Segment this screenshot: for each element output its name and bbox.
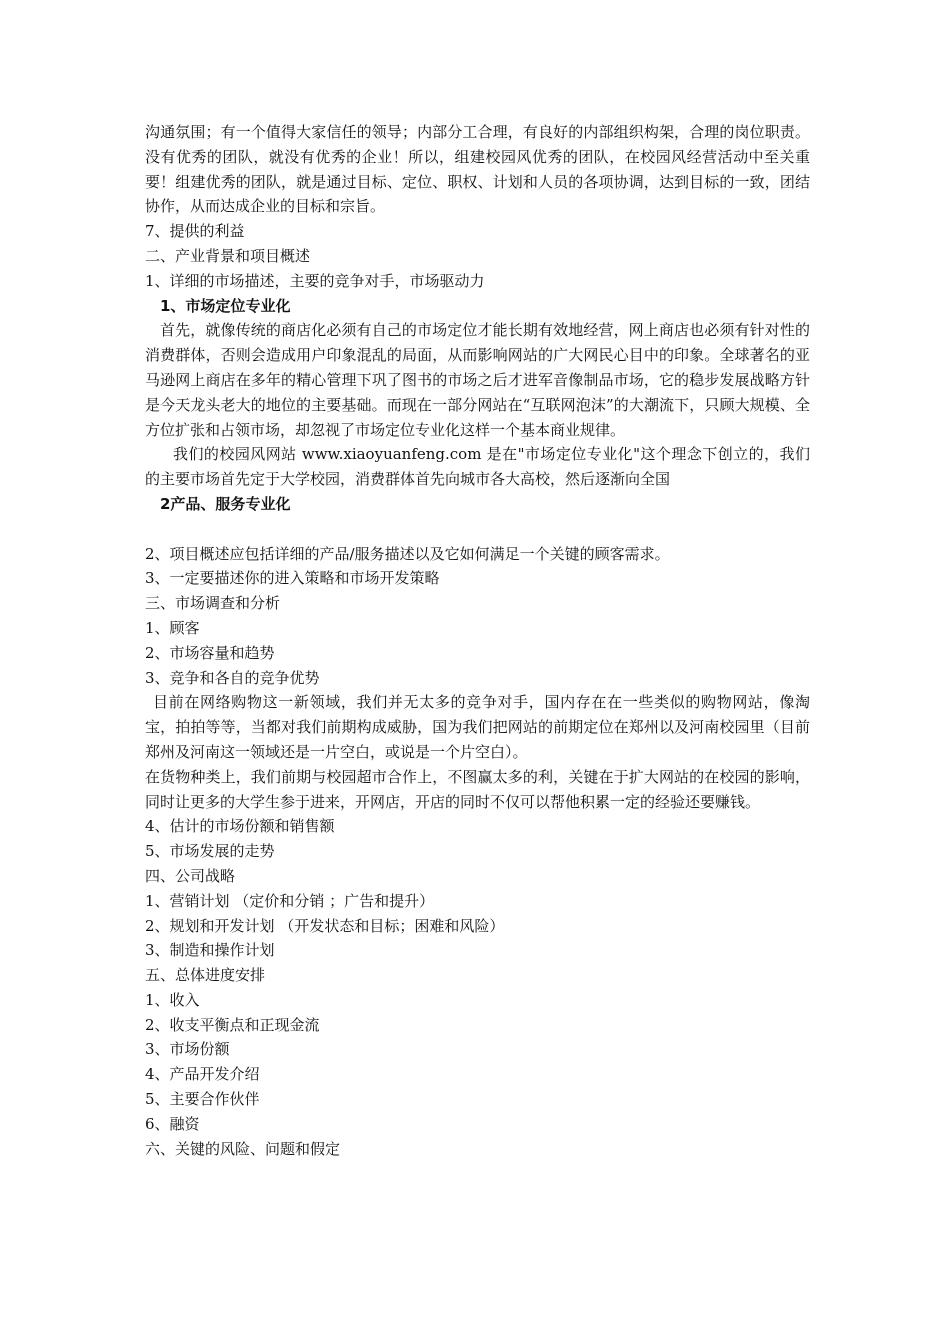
list-item-income: 1、收入 (145, 990, 200, 1009)
list-item-development-plan: 2、规划和开发计划 （开发状态和目标；困难和风险） (145, 916, 505, 935)
list-item-market-description: 1、详细的市场描述，主要的竞争对手，市场驱动力 (145, 271, 485, 290)
paragraph-goods-types: 在货物种类上，我们前期与校园超市合作上，不图赢太多的利，关键在于扩大网站的在校园的影响，同时让更多的大学生参于进来，开网店，开店的同时不仅可以帮他积累一定的经验还要赚钱。 (145, 767, 810, 811)
list-item-market-trend: 5、市场发展的走势 (145, 842, 275, 861)
list-item-market-share: 3、市场份额 (145, 1040, 230, 1059)
section-heading-industry-background: 二、产业背景和项目概述 (145, 246, 311, 265)
list-item-customers: 1、顾客 (145, 618, 200, 637)
list-item-entry-strategy: 3、一定要描述你的进入策略和市场开发策略 (145, 569, 440, 588)
list-item-marketing-plan: 1、营销计划 （定价和分销 ；广告和提升） (145, 891, 435, 910)
paragraph-competitors: 目前在网络购物这一新领域，我们并无太多的竞争对手，国内存在在一些类似的购物网站，像淘宝，拍拍等等，当都对我们前期构成威胁，国为我们把网站的前期定位在郑州以及河南校园里（目前郑州及河南这一领域还是一片空白，或说是一个片空白）。 (145, 693, 810, 761)
list-item-financing: 6、融资 (145, 1114, 200, 1133)
paragraph-website-positioning: 我们的校园风网站 www.xiaoyuanfeng.com 是在"市场定位专业化"这个理念下创立的，我们的主要市场首先定于大学校园，消费群体首先向城市各大高校，然后逐渐向全国 (145, 445, 810, 489)
paragraph-team: 沟通氛围；有一个值得大家信任的领导；内部分工合理，有良好的内部组织构架，合理的岗位职责。没有优秀的团队，就没有优秀的企业！所以，组建校园风优秀的团队，在校园风经营活动中至关重要！组建优秀的团队，就是通过目标、定位、职权、计划和人员的各项协调，达到目标的一致，团结协作，从而达成企业的目标和宗旨。 (145, 123, 810, 216)
list-item-operations-plan: 3、制造和操作计划 (145, 941, 275, 960)
list-item-partners: 5、主要合作伙伴 (145, 1090, 260, 1109)
list-item-product-development: 4、产品开发介绍 (145, 1065, 260, 1084)
subheading-product-service: 2产品、服务专业化 (160, 494, 291, 513)
list-item-benefits: 7、提供的利益 (145, 222, 245, 241)
blank-line (145, 517, 810, 542)
list-item-competition: 3、竞争和各自的竞争优势 (145, 668, 320, 687)
section-heading-risks: 六、关键的风险、问题和假定 (145, 1139, 341, 1158)
section-heading-company-strategy: 四、公司战略 (145, 866, 236, 885)
paragraph-market-positioning: 首先，就像传统的商店化必须有自己的市场定位才能长期有效地经营，网上商店也必须有针对性的消费群体，否则会造成用户印象混乱的局面，从而影响网站的广大网民心目中的印象。全球著名的亚马逊网上商店在多年的精心管理下巩了图书的市场之后才进军音像制品市场，它的稳步发展战略方针是今天龙头老大的地位的主要基础。而现在一部分网站在“互联网泡沫”的大潮流下，只顾大规模、全方位扩张和占领市场，却忽视了市场定位专业化这样一个基本商业规律。 (145, 321, 810, 439)
list-item-project-overview: 2、项目概述应包括详细的产品/服务描述以及它如何满足一个关键的顾客需求。 (145, 544, 670, 563)
section-heading-schedule: 五、总体进度安排 (145, 966, 266, 985)
list-item-market-capacity: 2、市场容量和趋势 (145, 643, 275, 662)
subheading-market-positioning: 1、市场定位专业化 (160, 296, 291, 315)
list-item-break-even: 2、收支平衡点和正现金流 (145, 1015, 320, 1034)
section-heading-market-research: 三、市场调查和分析 (145, 594, 281, 613)
document-body (145, 120, 810, 1161)
list-item-market-share-estimate: 4、估计的市场份额和销售额 (145, 817, 335, 836)
